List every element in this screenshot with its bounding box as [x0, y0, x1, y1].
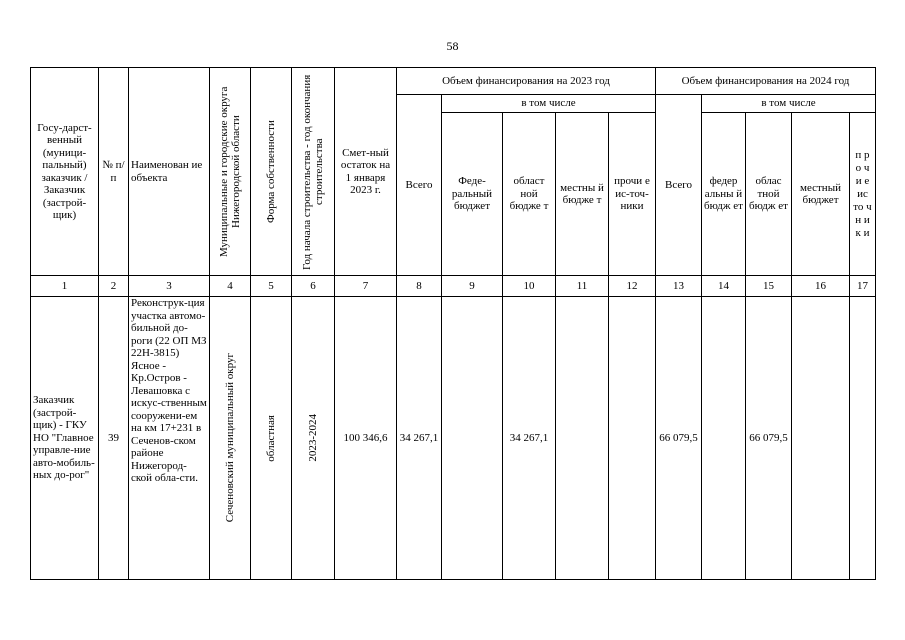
row-other-2024 [850, 297, 876, 580]
row-total-2024: 66 079,5 [656, 297, 702, 580]
header-fin-2024: Объем финансирования на 2024 год [656, 68, 876, 95]
column-number: 14 [702, 276, 746, 297]
header-including-2023: в том числе [442, 95, 656, 113]
header-other-2024: п р о ч и е ис то ч н и к и [850, 113, 876, 276]
row-local-2024 [792, 297, 850, 580]
column-number: 9 [442, 276, 503, 297]
row-other-2023 [609, 297, 656, 580]
row-total-2023: 34 267,1 [397, 297, 442, 580]
column-number: 10 [503, 276, 556, 297]
header-federal-2024: федер альны й бюдж ет [702, 113, 746, 276]
header-regional-2023: област ной бюдже т [503, 113, 556, 276]
row-municipality: Сеченовский муниципальный округ [210, 297, 251, 580]
header-fin-2023: Объем финансирования на 2023 год [397, 68, 656, 95]
row-regional-2024: 66 079,5 [746, 297, 792, 580]
header-ownership: Форма собственности [251, 68, 292, 276]
header-regional-2024: облас тной бюдж ет [746, 113, 792, 276]
column-number: 16 [792, 276, 850, 297]
header-federal-2023: Феде-ральный бюджет [442, 113, 503, 276]
header-total-2024: Всего [656, 95, 702, 276]
table-row [31, 297, 876, 580]
column-number: 11 [556, 276, 609, 297]
column-number: 1 [31, 276, 99, 297]
row-federal-2024 [702, 297, 746, 580]
column-number: 5 [251, 276, 292, 297]
row-federal-2023 [442, 297, 503, 580]
row-ownership: областная [251, 297, 292, 580]
row-regional-2023: 34 267,1 [503, 297, 556, 580]
row-balance: 100 346,6 [335, 297, 397, 580]
column-number: 7 [335, 276, 397, 297]
row-number: 39 [99, 297, 129, 580]
row-local-2023 [556, 297, 609, 580]
header-balance: Смет-ный остаток на 1 января 2023 г. [335, 68, 397, 276]
column-number: 15 [746, 276, 792, 297]
header-local-2023: местны й бюдже т [556, 113, 609, 276]
column-number: 17 [850, 276, 876, 297]
column-number: 13 [656, 276, 702, 297]
column-number: 12 [609, 276, 656, 297]
header-row-1 [31, 68, 876, 95]
row-object-name: Реконструк-ция участка автомо-бильной до-роги (22 ОП МЗ 22Н-3815) Ясное - Кр.Остров - Левашовка с искус-ственным сооружени-ем на км 17+231 в Сеченов-ском районе Нижегород-ской обла-сти. [129, 297, 210, 580]
column-number: 3 [129, 276, 210, 297]
column-number: 6 [292, 276, 335, 297]
header-local-2024: местный бюджет [792, 113, 850, 276]
header-municipality: Муниципальные и городские округа Нижегородской области [210, 68, 251, 276]
header-including-2024: в том числе [702, 95, 876, 113]
financing-table [30, 67, 876, 580]
column-number: 2 [99, 276, 129, 297]
row-customer: Заказчик (застрой-щик) - ГКУ НО "Главное управле-ние авто-мобиль-ных до-рог" [31, 297, 99, 580]
header-total-2023: Всего [397, 95, 442, 276]
page-number: 58 [446, 39, 459, 53]
header-years: Год начала строительства - год окончания строительства [292, 68, 335, 276]
row-years: 2023-2024 [292, 297, 335, 580]
header-object-name: Наименован ие объекта [129, 68, 210, 276]
column-number: 8 [397, 276, 442, 297]
header-other-2023: прочи е ис-точ-ники [609, 113, 656, 276]
column-number: 4 [210, 276, 251, 297]
header-customer: Госу-дарст-венный (муници-пальный) заказчик / Заказчик (застрой-щик) [31, 68, 99, 276]
column-numbers-row [31, 276, 876, 297]
header-number: № п/ п [99, 68, 129, 276]
